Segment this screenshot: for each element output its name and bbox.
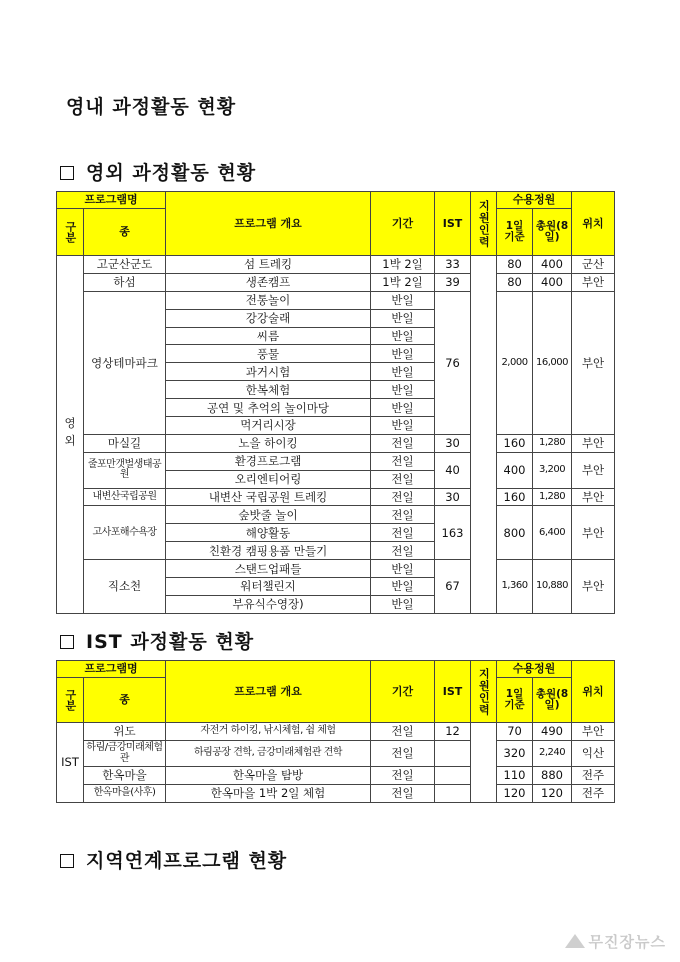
per-day-cell: 160 (497, 434, 533, 452)
page-title: 영내 과정활동 현황 (66, 96, 237, 118)
per-day-cell: 110 (497, 767, 533, 785)
per-day-cell: 70 (497, 723, 533, 741)
header-category: 구분 (57, 209, 84, 256)
period-cell: 전일 (371, 723, 435, 741)
per-day-cell: 400 (497, 452, 533, 488)
period-cell: 반일 (371, 381, 435, 399)
overview-cell: 자전거 하이킹, 낚시체험, 쉼 체험 (166, 723, 371, 741)
ist-program-table (56, 660, 615, 803)
location-cell: 부안 (572, 291, 615, 434)
period-cell: 전일 (371, 785, 435, 803)
support-cell (471, 256, 497, 614)
type-cell: 한옥마을 (84, 767, 166, 785)
category-cell: IST (57, 723, 84, 803)
header-ist: IST (435, 192, 471, 256)
overview-cell: 친환경 캠핑용품 만들기 (166, 542, 371, 560)
overview-cell: 숲밧줄 놀이 (166, 506, 371, 524)
total-cell: 16,000 (533, 291, 572, 434)
location-cell: 군산 (572, 256, 615, 274)
per-day-cell: 120 (497, 785, 533, 803)
type-cell: 내변산국립공원 (84, 488, 166, 506)
table-row (57, 434, 615, 452)
table-row (57, 452, 615, 470)
section-title-regional-text: 지역연계프로그램 현황 (86, 850, 288, 872)
per-day-cell: 800 (497, 506, 533, 560)
type-cell: 고사포해수욕장 (84, 506, 166, 560)
category-cell: 영외 (57, 256, 84, 614)
mountain-logo-icon (565, 934, 585, 948)
type-cell: 영상테마파크 (84, 291, 166, 434)
overview-cell: 스탠드업패들 (166, 560, 371, 578)
overview-cell: 한옥마을 1박 2일 체험 (166, 785, 371, 803)
header-category: 구분 (57, 678, 84, 723)
ist-cell (435, 741, 471, 767)
per-day-cell: 80 (497, 273, 533, 291)
header-period: 기간 (371, 192, 435, 256)
type-cell: 마실길 (84, 434, 166, 452)
total-cell: 120 (533, 785, 572, 803)
period-cell: 반일 (371, 417, 435, 435)
overview-cell: 섬 트레킹 (166, 256, 371, 274)
location-cell: 전주 (572, 767, 615, 785)
ist-cell: 12 (435, 723, 471, 741)
type-cell: 직소천 (84, 560, 166, 614)
overview-cell: 풍물 (166, 345, 371, 363)
overview-cell: 하림공장 견학, 금강미래체험관 견학 (166, 741, 371, 767)
per-day-cell: 2,000 (497, 291, 533, 434)
ist-cell: 30 (435, 434, 471, 452)
header-overview: 프로그램 개요 (166, 661, 371, 723)
header-location: 위치 (572, 661, 615, 723)
header-capacity: 수용정원 (497, 192, 572, 209)
location-cell: 부안 (572, 723, 615, 741)
overview-cell: 해양활동 (166, 524, 371, 542)
per-day-cell: 160 (497, 488, 533, 506)
header-total: 총원(8일) (533, 209, 572, 256)
total-cell: 400 (533, 273, 572, 291)
type-cell: 한옥마을(사후) (84, 785, 166, 803)
per-day-cell: 320 (497, 741, 533, 767)
period-cell: 반일 (371, 399, 435, 417)
overview-cell: 전통놀이 (166, 291, 371, 309)
period-cell: 1박 2일 (371, 273, 435, 291)
location-cell: 익산 (572, 741, 615, 767)
ist-cell: 33 (435, 256, 471, 274)
overview-cell: 먹거리시장 (166, 417, 371, 435)
period-cell: 전일 (371, 434, 435, 452)
type-cell: 고군산군도 (84, 256, 166, 274)
period-cell: 전일 (371, 506, 435, 524)
overview-cell: 오리엔티어링 (166, 470, 371, 488)
header-program-name: 프로그램명 (57, 192, 166, 209)
period-cell: 전일 (371, 741, 435, 767)
type-cell: 하림/금강미래체험관 (84, 741, 166, 767)
section-title-ist (60, 627, 254, 654)
overview-cell: 생존캠프 (166, 273, 371, 291)
period-cell: 전일 (371, 767, 435, 785)
type-cell: 줄포만갯벌생태공원 (84, 452, 166, 488)
ist-cell: 39 (435, 273, 471, 291)
location-cell: 부안 (572, 560, 615, 614)
table-row (57, 488, 615, 506)
ist-cell: 67 (435, 560, 471, 614)
location-cell: 부안 (572, 506, 615, 560)
per-day-cell: 1,360 (497, 560, 533, 614)
period-cell: 전일 (371, 452, 435, 470)
section-title-outer-text: 영외 과정활동 현황 (86, 162, 257, 184)
checkbox-square-icon (60, 635, 74, 649)
header-ist: IST (435, 661, 471, 723)
header-type: 종 (84, 678, 166, 723)
table-row (57, 291, 615, 309)
table-row (57, 767, 615, 785)
checkbox-square-icon (60, 166, 74, 180)
header-overview: 프로그램 개요 (166, 192, 371, 256)
header-program-name: 프로그램명 (57, 661, 166, 678)
overview-cell: 부유식수영장) (166, 595, 371, 613)
overview-cell: 한옥마을 탐방 (166, 767, 371, 785)
outer-program-table (56, 191, 615, 614)
per-day-cell: 80 (497, 256, 533, 274)
overview-cell: 워터챌린지 (166, 578, 371, 596)
table-row (57, 273, 615, 291)
checkbox-square-icon (60, 854, 74, 868)
ist-cell: 76 (435, 291, 471, 434)
overview-cell: 강강술래 (166, 309, 371, 327)
table-row (57, 785, 615, 803)
period-cell: 반일 (371, 578, 435, 596)
total-cell: 1,280 (533, 434, 572, 452)
type-cell: 위도 (84, 723, 166, 741)
period-cell: 반일 (371, 327, 435, 345)
location-cell: 부안 (572, 273, 615, 291)
header-location: 위치 (572, 192, 615, 256)
watermark (565, 931, 666, 952)
section-title-ist-text: IST 과정활동 현황 (86, 631, 255, 653)
overview-cell: 과거시험 (166, 363, 371, 381)
period-cell: 반일 (371, 309, 435, 327)
header-period: 기간 (371, 661, 435, 723)
period-cell: 전일 (371, 488, 435, 506)
period-cell: 반일 (371, 363, 435, 381)
location-cell: 부안 (572, 452, 615, 488)
overview-cell: 한복체험 (166, 381, 371, 399)
overview-cell: 환경프로그램 (166, 452, 371, 470)
section-title-regional (60, 846, 287, 873)
total-cell: 1,280 (533, 488, 572, 506)
section-title-outer (60, 158, 256, 185)
header-support: 지원인력 (471, 192, 497, 256)
location-cell: 전주 (572, 785, 615, 803)
type-cell: 하섬 (84, 273, 166, 291)
header-capacity: 수용정원 (497, 661, 572, 678)
header-type: 종 (84, 209, 166, 256)
location-cell: 부안 (572, 434, 615, 452)
table-row (57, 506, 615, 524)
header-per-day: 1일기준 (497, 678, 533, 723)
total-cell: 3,200 (533, 452, 572, 488)
total-cell: 6,400 (533, 506, 572, 560)
total-cell: 880 (533, 767, 572, 785)
header-support: 지원인력 (471, 661, 497, 723)
ist-cell (435, 767, 471, 785)
table-row (57, 741, 615, 767)
total-cell: 2,240 (533, 741, 572, 767)
table-row (57, 723, 615, 741)
overview-cell: 공연 및 추억의 놀이마당 (166, 399, 371, 417)
ist-cell: 40 (435, 452, 471, 488)
header-per-day: 1일기준 (497, 209, 533, 256)
period-cell: 반일 (371, 291, 435, 309)
period-cell: 반일 (371, 345, 435, 363)
table-row (57, 256, 615, 274)
total-cell: 10,880 (533, 560, 572, 614)
period-cell: 전일 (371, 470, 435, 488)
support-cell (471, 723, 497, 803)
period-cell: 전일 (371, 524, 435, 542)
ist-cell: 163 (435, 506, 471, 560)
ist-cell: 30 (435, 488, 471, 506)
overview-cell: 씨름 (166, 327, 371, 345)
total-cell: 400 (533, 256, 572, 274)
watermark-text: 무진장뉴스 (588, 933, 666, 951)
header-total: 총원(8일) (533, 678, 572, 723)
total-cell: 490 (533, 723, 572, 741)
overview-cell: 내변산 국립공원 트레킹 (166, 488, 371, 506)
table-row (57, 560, 615, 578)
period-cell: 전일 (371, 542, 435, 560)
overview-cell: 노을 하이킹 (166, 434, 371, 452)
location-cell: 부안 (572, 488, 615, 506)
period-cell: 반일 (371, 595, 435, 613)
period-cell: 반일 (371, 560, 435, 578)
period-cell: 1박 2일 (371, 256, 435, 274)
ist-cell (435, 785, 471, 803)
